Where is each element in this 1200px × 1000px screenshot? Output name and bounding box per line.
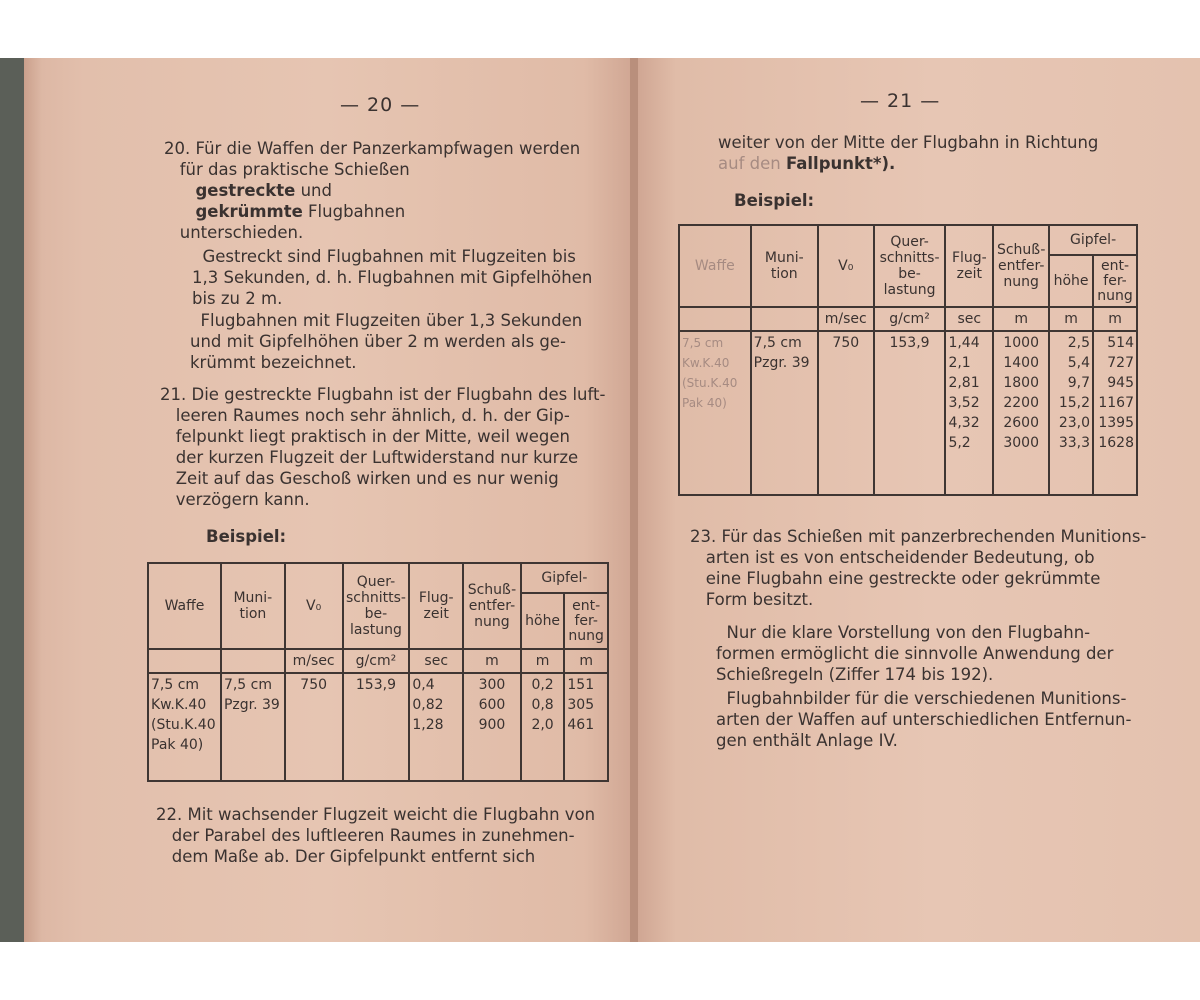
bold-term: Fallpunkt*). bbox=[785, 154, 896, 173]
text-line: für das praktische Schießen bbox=[179, 160, 410, 179]
header-flugzeit: Flug- zeit bbox=[945, 225, 993, 307]
text-line: weiter von der Mitte der Flugbahn in Richtung bbox=[718, 133, 1099, 152]
unit-hoehe: m bbox=[1049, 307, 1093, 331]
unit-cell bbox=[679, 307, 751, 331]
bold-term: gestreckte bbox=[195, 181, 296, 200]
text-line: felpunkt liegt praktisch in der Mitte, weil wegen bbox=[175, 427, 570, 446]
text-fragment: auf den bbox=[718, 154, 786, 173]
cell-waffe: 7,5 cm Kw.K.40 (Stu.K.40 Pak 40) bbox=[679, 331, 751, 495]
text-line: 23. Für das Schießen mit panzerbrechenden Munitions- bbox=[690, 527, 1147, 546]
ballistics-table-right bbox=[678, 224, 1138, 496]
cell-querschnitt: 153,9 bbox=[343, 673, 410, 781]
text-line: 1,3 Sekunden, d. h. Flugbahnen mit Gipfelhöhen bbox=[192, 268, 593, 287]
header-gipfel: Gipfel- bbox=[521, 563, 608, 593]
unit-flugzeit: sec bbox=[409, 649, 463, 673]
cell-munition: 7,5 cm Pzgr. 39 bbox=[751, 331, 818, 495]
unit-schuss: m bbox=[993, 307, 1049, 331]
header-hoehe: höhe bbox=[1049, 255, 1093, 307]
text-line: der Parabel des luftleeren Raumes in zunehmen- bbox=[171, 826, 575, 845]
right-page bbox=[636, 58, 1200, 942]
header-v0: V₀ bbox=[818, 225, 874, 307]
header-schussentfernung: Schuß- entfer- nung bbox=[993, 225, 1049, 307]
unit-querschnitt: g/cm² bbox=[343, 649, 410, 673]
header-schussentfernung: Schuß- entfer- nung bbox=[463, 563, 521, 649]
cell-munition: 7,5 cm Pzgr. 39 bbox=[221, 673, 285, 781]
cell-schuss: 1000 1400 1800 2200 2600 3000 bbox=[993, 331, 1049, 495]
cell-waffe: 7,5 cm Kw.K.40 (Stu.K.40 Pak 40) bbox=[148, 673, 221, 781]
unit-entfernung: m bbox=[564, 649, 608, 673]
unit-hoehe: m bbox=[521, 649, 565, 673]
unit-querschnitt: g/cm² bbox=[874, 307, 946, 331]
text-line: unterschieden. bbox=[179, 223, 304, 242]
cell-hoehe: 2,5 5,4 9,7 15,2 23,0 33,3 bbox=[1049, 331, 1093, 495]
text-line: eine Flugbahn eine gestreckte oder gekrümmte bbox=[705, 569, 1101, 588]
header-hoehe: höhe bbox=[521, 593, 565, 649]
cell-flugzeit: 0,4 0,82 1,28 bbox=[409, 673, 463, 781]
text-line: der kurzen Flugzeit der Luftwiderstand nur kurze bbox=[175, 448, 579, 467]
paragraph-21 bbox=[160, 384, 605, 510]
cell-schuss: 300 600 900 bbox=[463, 673, 521, 781]
header-munition: Muni- tion bbox=[751, 225, 818, 307]
text-line: 22. Mit wachsender Flugzeit weicht die Flugbahn von bbox=[156, 805, 596, 824]
page-number-left: — 20 — bbox=[340, 94, 421, 116]
paragraph-20-gestreckt bbox=[192, 246, 592, 309]
unit-flugzeit: sec bbox=[945, 307, 993, 331]
paragraph-23 bbox=[690, 526, 1146, 610]
unit-cell bbox=[221, 649, 285, 673]
cell-entfernung: 514 727 945 1167 1395 1628 bbox=[1093, 331, 1137, 495]
text-line: dem Maße ab. Der Gipfelpunkt entfernt sich bbox=[171, 847, 536, 866]
book-gutter bbox=[630, 58, 638, 942]
text-line: Flugbahnen mit Flugzeiten über 1,3 Sekunden bbox=[200, 311, 583, 330]
text-line: Gestreckt sind Flugbahnen mit Flugzeiten bis bbox=[202, 247, 576, 266]
cell-flugzeit: 1,44 2,1 2,81 3,52 4,32 5,2 bbox=[945, 331, 993, 495]
page-number-right: — 21 — bbox=[860, 90, 941, 112]
book-cover-edge bbox=[0, 58, 24, 942]
cell-v0: 750 bbox=[818, 331, 874, 495]
unit-entfernung: m bbox=[1093, 307, 1137, 331]
text-line: 21. Die gestreckte Flugbahn ist der Flugbahn des luft- bbox=[160, 385, 606, 404]
paragraph-20-gekruemmt bbox=[190, 310, 582, 373]
header-flugzeit: Flug- zeit bbox=[409, 563, 463, 649]
text-fragment: Flugbahnen bbox=[302, 202, 406, 221]
unit-cell bbox=[751, 307, 818, 331]
cell-hoehe: 0,2 0,8 2,0 bbox=[521, 673, 565, 781]
cell-querschnitt: 153,9 bbox=[874, 331, 946, 495]
text-fragment: und bbox=[295, 181, 332, 200]
header-gipfel: Gipfel- bbox=[1049, 225, 1137, 255]
header-entfernung: ent- fer- nung bbox=[564, 593, 608, 649]
text-line: Nur die klare Vorstellung von den Flugbahn- bbox=[726, 623, 1091, 642]
header-querschnitt: Quer- schnitts- be- lastung bbox=[343, 563, 410, 649]
paragraph-continuation bbox=[718, 132, 1098, 174]
ballistics-table-left bbox=[147, 562, 609, 782]
bold-term: gekrümmte bbox=[195, 202, 303, 221]
example-label-left: Beispiel: bbox=[206, 527, 287, 546]
text-line: arten der Waffen auf unterschiedlichen Entfernun- bbox=[716, 710, 1132, 729]
paragraph-22 bbox=[156, 804, 595, 867]
header-v0: V₀ bbox=[285, 563, 343, 649]
example-label-right: Beispiel: bbox=[734, 191, 815, 210]
unit-schuss: m bbox=[463, 649, 521, 673]
header-querschnitt: Quer- schnitts- be- lastung bbox=[874, 225, 946, 307]
header-munition: Muni- tion bbox=[221, 563, 285, 649]
header-waffe: Waffe bbox=[148, 563, 221, 649]
cell-v0: 750 bbox=[285, 673, 343, 781]
text-line: arten ist es von entscheidender Bedeutung, ob bbox=[705, 548, 1095, 567]
unit-cell bbox=[148, 649, 221, 673]
cell-entfernung: 151 305 461 bbox=[564, 673, 608, 781]
text-line: verzögern kann. bbox=[175, 490, 310, 509]
unit-v0: m/sec bbox=[818, 307, 874, 331]
text-line: gen enthält Anlage IV. bbox=[716, 731, 898, 750]
text-line: Zeit auf das Geschoß wirken und es nur wenig bbox=[175, 469, 559, 488]
text-line: Form besitzt. bbox=[705, 590, 814, 609]
header-entfernung: ent- fer- nung bbox=[1093, 255, 1137, 307]
paragraph-23-vorstellung bbox=[716, 622, 1113, 685]
text-line: 20. Für die Waffen der Panzerkampfwagen werden bbox=[164, 139, 581, 158]
text-line: bis zu 2 m. bbox=[192, 289, 283, 308]
unit-v0: m/sec bbox=[285, 649, 343, 673]
text-line: leeren Raumes noch sehr ähnlich, d. h. der Gip- bbox=[175, 406, 570, 425]
text-line: Schießregeln (Ziffer 174 bis 192). bbox=[716, 665, 994, 684]
paragraph-20 bbox=[164, 138, 580, 243]
header-waffe: Waffe bbox=[679, 225, 751, 307]
text-line: formen ermöglicht die sinnvolle Anwendung der bbox=[716, 644, 1114, 663]
text-line: und mit Gipfelhöhen über 2 m werden als ge- bbox=[190, 332, 567, 351]
text-line: krümmt bezeichnet. bbox=[190, 353, 357, 372]
text-line: Flugbahnbilder für die verschiedenen Munitions- bbox=[726, 689, 1127, 708]
paragraph-23-anlage bbox=[716, 688, 1131, 751]
